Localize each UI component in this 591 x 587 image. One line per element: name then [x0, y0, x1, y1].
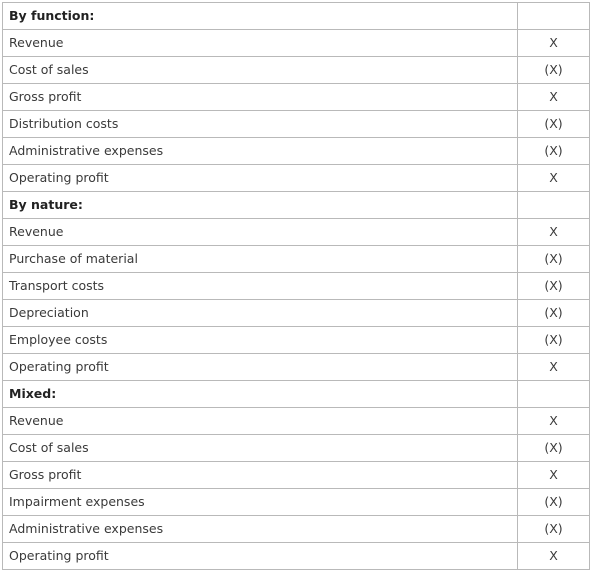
line-item-label: Depreciation — [3, 300, 518, 327]
line-item-value: X — [518, 543, 590, 570]
table-row — [3, 111, 590, 138]
section-heading: By function: — [3, 3, 518, 30]
section-value-cell — [518, 3, 590, 30]
line-item-value: X — [518, 30, 590, 57]
table-row — [3, 354, 590, 381]
section-value-cell — [518, 381, 590, 408]
line-item-value: X — [518, 84, 590, 111]
section-header-row — [3, 381, 590, 408]
line-item-value: (X) — [518, 273, 590, 300]
table-row — [3, 219, 590, 246]
income-statement-table — [2, 2, 590, 570]
line-item-value: (X) — [518, 300, 590, 327]
table-row — [3, 327, 590, 354]
line-item-label: Operating profit — [3, 354, 518, 381]
line-item-value: (X) — [518, 327, 590, 354]
section-header-row — [3, 192, 590, 219]
line-item-value: X — [518, 165, 590, 192]
table-row — [3, 84, 590, 111]
line-item-value: (X) — [518, 57, 590, 84]
line-item-value: X — [518, 354, 590, 381]
line-item-label: Revenue — [3, 408, 518, 435]
table-row — [3, 516, 590, 543]
section-value-cell — [518, 192, 590, 219]
line-item-label: Revenue — [3, 219, 518, 246]
line-item-label: Administrative expenses — [3, 138, 518, 165]
table-row — [3, 462, 590, 489]
line-item-value: (X) — [518, 111, 590, 138]
line-item-value: X — [518, 462, 590, 489]
line-item-label: Administrative expenses — [3, 516, 518, 543]
table-row — [3, 489, 590, 516]
line-item-label: Revenue — [3, 30, 518, 57]
table-row — [3, 273, 590, 300]
line-item-label: Purchase of material — [3, 246, 518, 273]
table-row — [3, 408, 590, 435]
table-row — [3, 300, 590, 327]
table-row — [3, 138, 590, 165]
line-item-label: Operating profit — [3, 543, 518, 570]
table-row — [3, 435, 590, 462]
section-heading: Mixed: — [3, 381, 518, 408]
line-item-label: Transport costs — [3, 273, 518, 300]
line-item-label: Cost of sales — [3, 57, 518, 84]
table-row — [3, 57, 590, 84]
line-item-value: (X) — [518, 516, 590, 543]
section-heading: By nature: — [3, 192, 518, 219]
line-item-label: Distribution costs — [3, 111, 518, 138]
line-item-value: (X) — [518, 489, 590, 516]
table-row — [3, 165, 590, 192]
line-item-value: X — [518, 219, 590, 246]
line-item-label: Gross profit — [3, 84, 518, 111]
table-row — [3, 543, 590, 570]
line-item-label: Operating profit — [3, 165, 518, 192]
line-item-label: Cost of sales — [3, 435, 518, 462]
table-row — [3, 246, 590, 273]
line-item-value: (X) — [518, 246, 590, 273]
line-item-value: (X) — [518, 435, 590, 462]
line-item-value: (X) — [518, 138, 590, 165]
line-item-value: X — [518, 408, 590, 435]
section-header-row — [3, 3, 590, 30]
line-item-label: Employee costs — [3, 327, 518, 354]
line-item-label: Gross profit — [3, 462, 518, 489]
table-row — [3, 30, 590, 57]
line-item-label: Impairment expenses — [3, 489, 518, 516]
